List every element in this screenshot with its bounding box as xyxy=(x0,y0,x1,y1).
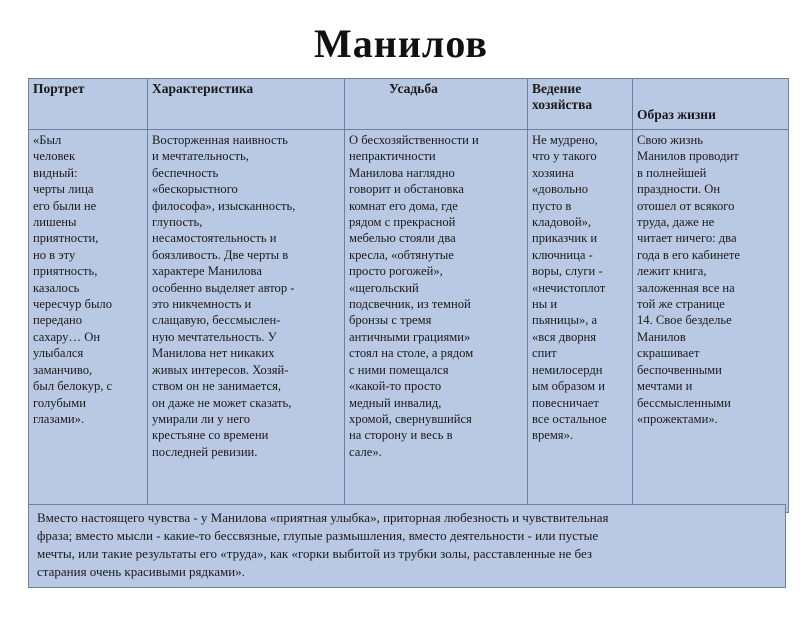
estate-line: кресла, «обтянутые xyxy=(349,247,454,262)
characteristic-line: умирали ли у него xyxy=(152,411,251,426)
lifestyle-line: года в его кабинете xyxy=(637,247,741,262)
portrait-line: видный: xyxy=(33,165,78,180)
portrait-line: «Был xyxy=(33,133,62,147)
summary-line: старания очень красивыми рядками». xyxy=(37,564,245,579)
estate-line: «какой-то просто xyxy=(349,379,442,394)
characteristic-line: слащавую, бессмыслен- xyxy=(152,313,281,328)
management-line: пусто в xyxy=(532,198,572,213)
characteristic-line: «бескорыстного xyxy=(152,182,238,197)
estate-line: бронзы с тремя xyxy=(349,313,432,328)
characteristic-line: последней ревизии. xyxy=(152,444,258,459)
summary-line: фраза; вместо мысли - какие-то бессвязные, глупые размышления, вместо деятельности - или пустые xyxy=(37,528,599,543)
management-line: немилосердн xyxy=(532,362,603,377)
management-line: все остальное xyxy=(532,411,607,426)
lifestyle-line: мечтами и xyxy=(637,379,693,394)
estate-line: стоял на столе, а рядом xyxy=(349,346,474,361)
estate-cell xyxy=(345,130,528,513)
characteristic-line: он даже не может сказать, xyxy=(152,395,292,410)
management-line: приказчик и xyxy=(532,231,598,246)
header-management: Ведение хозяйства xyxy=(528,79,633,130)
table-header-row xyxy=(29,79,789,130)
characteristic-line: ством он не занимается, xyxy=(152,379,282,394)
page-title: Манилов xyxy=(314,21,488,66)
management-cell xyxy=(528,130,633,513)
lifestyle-line: той же странице xyxy=(637,297,725,312)
estate-line: хромой, свернувшийся xyxy=(349,411,472,426)
estate-line: подсвечник, из темной xyxy=(349,297,471,312)
management-line: кладовой», xyxy=(532,215,592,230)
management-line: ключница - xyxy=(532,247,593,262)
characteristic-line: ную мечтательность. У xyxy=(152,329,277,344)
summary-line: Вместо настоящего чувства - у Манилова «приятная улыбка», приторная любезность и чувствительная xyxy=(37,510,609,525)
management-line: пьяницы», а xyxy=(532,313,598,328)
table-row xyxy=(29,130,789,513)
characteristic-line: характере Манилова xyxy=(152,264,262,279)
lifestyle-line: читает ничего: два xyxy=(637,231,737,246)
characteristic-line: крестьяне со времени xyxy=(152,428,269,443)
management-line: «вся дворня xyxy=(532,329,597,344)
characteristic-line: это никчемность и xyxy=(152,297,252,312)
portrait-line: заманчиво, xyxy=(33,362,93,377)
portrait-line: но в эту xyxy=(33,247,76,262)
header-lifestyle: Образ жизни xyxy=(633,79,789,130)
slide xyxy=(18,6,784,610)
estate-line: медный инвалид, xyxy=(349,395,442,410)
lifestyle-line: скрашивает xyxy=(637,346,700,361)
management-line: повесничает xyxy=(532,395,599,410)
portrait-line: его были не xyxy=(33,198,97,213)
management-line: «довольно xyxy=(532,182,589,197)
summary-box xyxy=(28,504,786,588)
info-table xyxy=(28,78,789,513)
estate-line: мебелью стояли два xyxy=(349,231,456,246)
portrait-line: приятности, xyxy=(33,231,99,246)
estate-line: на сторону и весь в xyxy=(349,428,453,443)
lifestyle-line: отошел от всякого xyxy=(637,198,735,213)
management-line: воры, слуги - xyxy=(532,264,603,279)
portrait-line: человек xyxy=(33,149,76,164)
estate-line: О бесхозяйственности и xyxy=(349,133,479,147)
estate-line: непрактичности xyxy=(349,149,436,164)
management-line: Не мудрено, xyxy=(532,133,598,147)
lifestyle-line: 14. Свое безделье xyxy=(637,313,732,328)
portrait-line: казалось xyxy=(33,280,80,295)
characteristic-line: особенно выделяет автор - xyxy=(152,280,295,295)
management-line: ны и xyxy=(532,297,558,312)
portrait-line: был белокур, с xyxy=(33,379,113,394)
characteristic-line: беспечность xyxy=(152,165,219,180)
lifestyle-line: труда, даже не xyxy=(637,215,715,230)
management-line: «нечистоплот xyxy=(532,280,606,295)
portrait-line: чересчур было xyxy=(33,297,112,312)
portrait-line: глазами». xyxy=(33,411,85,426)
management-line: спит xyxy=(532,346,557,361)
portrait-line: голубыми xyxy=(33,395,86,410)
portrait-line: сахару… Он xyxy=(33,329,101,344)
portrait-line: приятность, xyxy=(33,264,98,279)
portrait-line: улыбался xyxy=(33,346,84,361)
characteristic-line: боязливость. Две черты в xyxy=(152,247,289,262)
lifestyle-line: беспочвенными xyxy=(637,362,722,377)
characteristic-line: глупость, xyxy=(152,215,203,230)
characteristic-line: и мечтательность, xyxy=(152,149,249,164)
estate-line: сале». xyxy=(349,444,382,459)
lifestyle-line: лежит книга, xyxy=(637,264,707,279)
management-line: время». xyxy=(532,428,574,443)
lifestyle-line: Свою жизнь xyxy=(637,133,704,147)
characteristic-line: Восторженная наивность xyxy=(152,133,288,147)
estate-line: «щегольский xyxy=(349,280,419,295)
estate-line: с ними помещался xyxy=(349,362,449,377)
portrait-line: передано xyxy=(33,313,83,328)
lifestyle-line: Манилов xyxy=(637,329,686,344)
characteristic-cell xyxy=(148,130,345,513)
lifestyle-line: «прожектами». xyxy=(637,411,718,426)
characteristic-line: живых интересов. Хозяй- xyxy=(152,362,289,377)
management-line: ым образом и xyxy=(532,379,605,394)
characteristic-line: несамостоятельность и xyxy=(152,231,277,246)
lifestyle-line: заложенная все на xyxy=(637,280,735,295)
portrait-line: лишены xyxy=(33,215,77,230)
lifestyle-line: Манилов проводит xyxy=(637,149,739,164)
summary-line: мечты, или такие результаты его «труда», как «горки выбитой из трубки золы, расставленные не без xyxy=(37,546,593,561)
header-characteristic: Характеристика xyxy=(148,79,345,130)
estate-line: античными грациями» xyxy=(349,329,471,344)
lifestyle-line: бессмысленными xyxy=(637,395,731,410)
lifestyle-cell xyxy=(633,130,789,513)
lifestyle-line: праздности. Он xyxy=(637,182,721,197)
management-line: хозяина xyxy=(532,165,574,180)
estate-line: Манилова наглядно xyxy=(349,165,455,180)
management-line: что у такого xyxy=(532,149,597,164)
estate-line: просто рогожей», xyxy=(349,264,443,279)
portrait-line: черты лица xyxy=(33,182,94,197)
header-portrait: Портрет xyxy=(29,79,148,130)
estate-line: говорит и обстановка xyxy=(349,182,464,197)
characteristic-line: философа», изысканность, xyxy=(152,198,296,213)
lifestyle-line: в полнейшей xyxy=(637,165,707,180)
header-estate: Усадьба xyxy=(345,79,528,130)
estate-line: рядом с прекрасной xyxy=(349,215,456,230)
characteristic-line: Манилова нет никаких xyxy=(152,346,275,361)
estate-line: комнат его дома, где xyxy=(349,198,458,213)
portrait-cell xyxy=(29,130,148,513)
